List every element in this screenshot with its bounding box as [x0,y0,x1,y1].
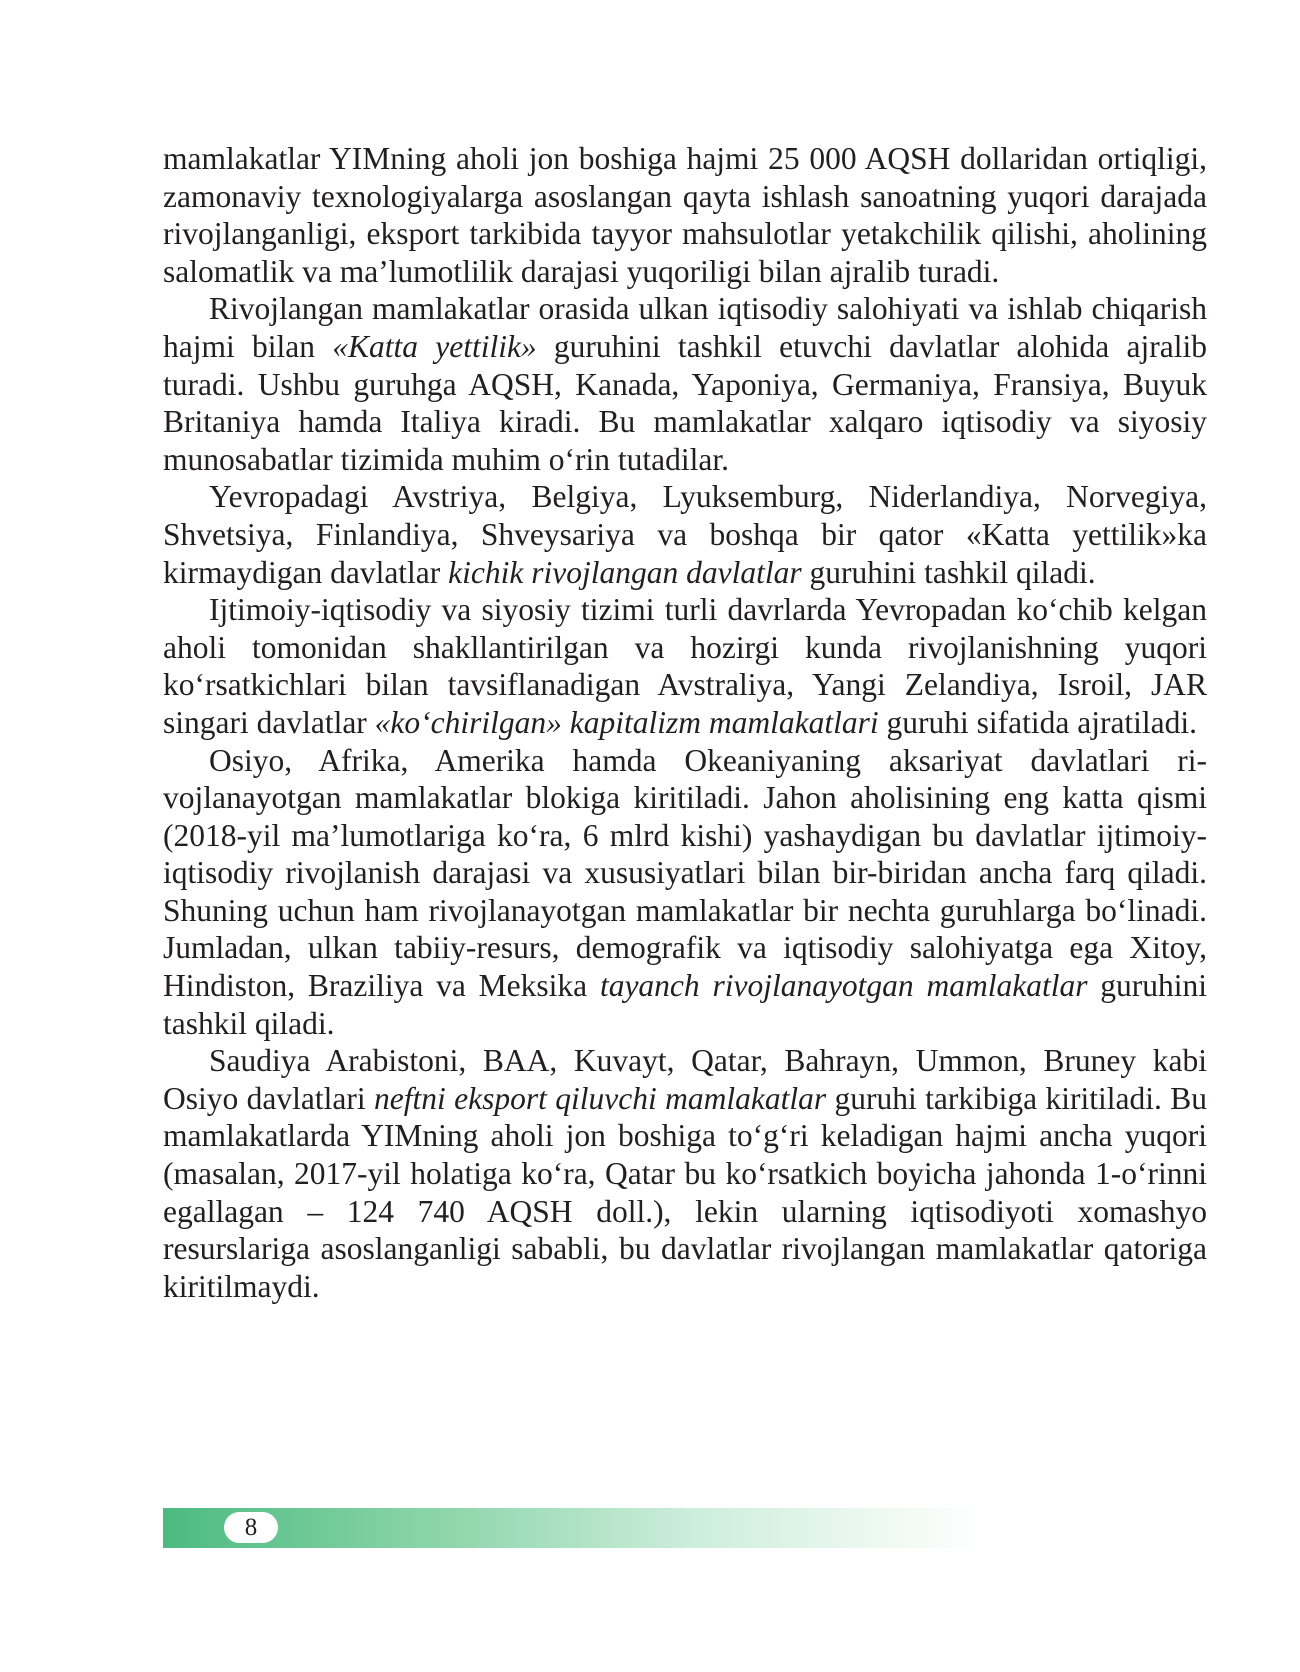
footer-band [163,1508,983,1548]
paragraph [163,591,1207,741]
italic-term: kichik rivojlangan davlatlar [448,554,802,590]
italic-term: «Katta yettilik» [332,328,537,364]
paragraph-text: guruhini tashkil qiladi. [163,968,1207,1041]
paragraph-text: guruhi sifatida ajratiladi. [878,704,1198,740]
paragraph [163,140,1207,290]
italic-term: neftni eksport qiluvchi mamlakatlar [373,1080,827,1116]
page-number: 8 [224,1512,278,1543]
paragraph-text: Ijtimoiy-iqtisodiy va siyosiy tizimi turli davrlarda Yevropadan ko‘chib kelgan aholi tomonidan shakllantirilgan va hozirgi kunda rivojlanishning yuqori ko‘rsatkichlari bilan tavsiflanadigan Avstraliya, Yangi Zelandiya, Isroil, JAR singari davlatlar [163,592,1207,740]
paragraph-text: Saudiya Arabistoni, BAA, Kuvayt, Qatar, Bahrayn, Ummon, Bruney kabi Osiyo davlatlari [163,1043,1207,1116]
paragraph-text: mamlakatlar YIMning aholi jon boshiga hajmi 25 000 AQSH dollaridan ortiqligi, zamonaviy texnologiyalarga asoslangan qayta ishlash sanoatning yuqori darajada rivojlanganligi, eksport tarkibida tayyor mahsulotlar yetakchilik qilishi, aholining salomatlik va ma’lumotlilik darajasi yuqoriligi bilan ajralib turadi. [163,141,1207,289]
paragraph-text: Yevropadagi Avstriya, Belgiya, Lyuksemburg, Niderlandiya, Norvegiya, Shvetsiya, Finlandiya, Shveysariya va boshqa bir qator «Katta yettilik»ka kirmaydigan davlatlar [163,479,1207,590]
paragraph-text: guruhini tashkil qiladi. [801,554,1096,590]
page-body [163,140,1207,1305]
paragraph-text: Rivojlangan mamlakatlar orasida ulkan iqtisodiy salohiyati va ishlab chiqarish hajmi bilan [163,291,1207,364]
paragraph [163,742,1207,1043]
paragraph [163,290,1207,478]
paragraph-text: guruhi tarkibiga kiritiladi. Bu mamlakatlarda YIMning aholi jon boshiga to‘g‘ri keladigan hajmi ancha yuqori (masalan, 2017-yil holatiga ko‘ra, Qatar bu ko‘rsatkich boyicha jahonda 1-o‘rinni egallagan – 124 740 AQSH doll.), lekin ularning iqtisodiyoti xomashyo resurslariga asoslanganligi sababli, bu davlatlar rivojlangan mamlakatlar qatoriga kiritilmaydi. [163,1080,1207,1304]
italic-term: «ko‘chirilgan» kapitalizm mamlakatlari [374,704,879,740]
paragraph-text: guruhini tashkil etuvchi davlatlar alohida ajralib turadi. Ushbu guruhga AQSH, Kanada, Yaponiya, Germaniya, Fransiya, Buyuk Britaniya hamda Italiya kiradi. Bu mamlakatlar xalqaro iqtisodiy va siyosiy munosabatlar tizimida muhim o‘rin tutadilar. [163,328,1207,477]
paragraph-text: Osiyo, Afrika, Amerika hamda Okeaniyaning aksariyat davlatlari rivojlanayotgan mamlakatlar blokiga kiritiladi. Jahon aholisining eng katta qismi (2018-yil ma’lumotlariga ko‘ra, 6 mlrd kishi) yashaydigan bu davlatlar ijtimoiy-iqtisodiy rivojlanish darajasi va xususiyatlari bilan bir-biridan ancha farq qiladi. Shuning uchun ham rivojlanayotgan mamlakatlar bir nechta guruhlarga bo‘linadi. Jumladan, ulkan tabiiy-resurs, demografik va iqtisodiy salohiyatga ega Xitoy, Hindiston, Braziliya va Meksika [163,742,1207,1004]
paragraph [163,478,1207,591]
paragraph [163,1042,1207,1305]
italic-term: tayanch rivojlanayotgan mamlakatlar [599,968,1088,1004]
